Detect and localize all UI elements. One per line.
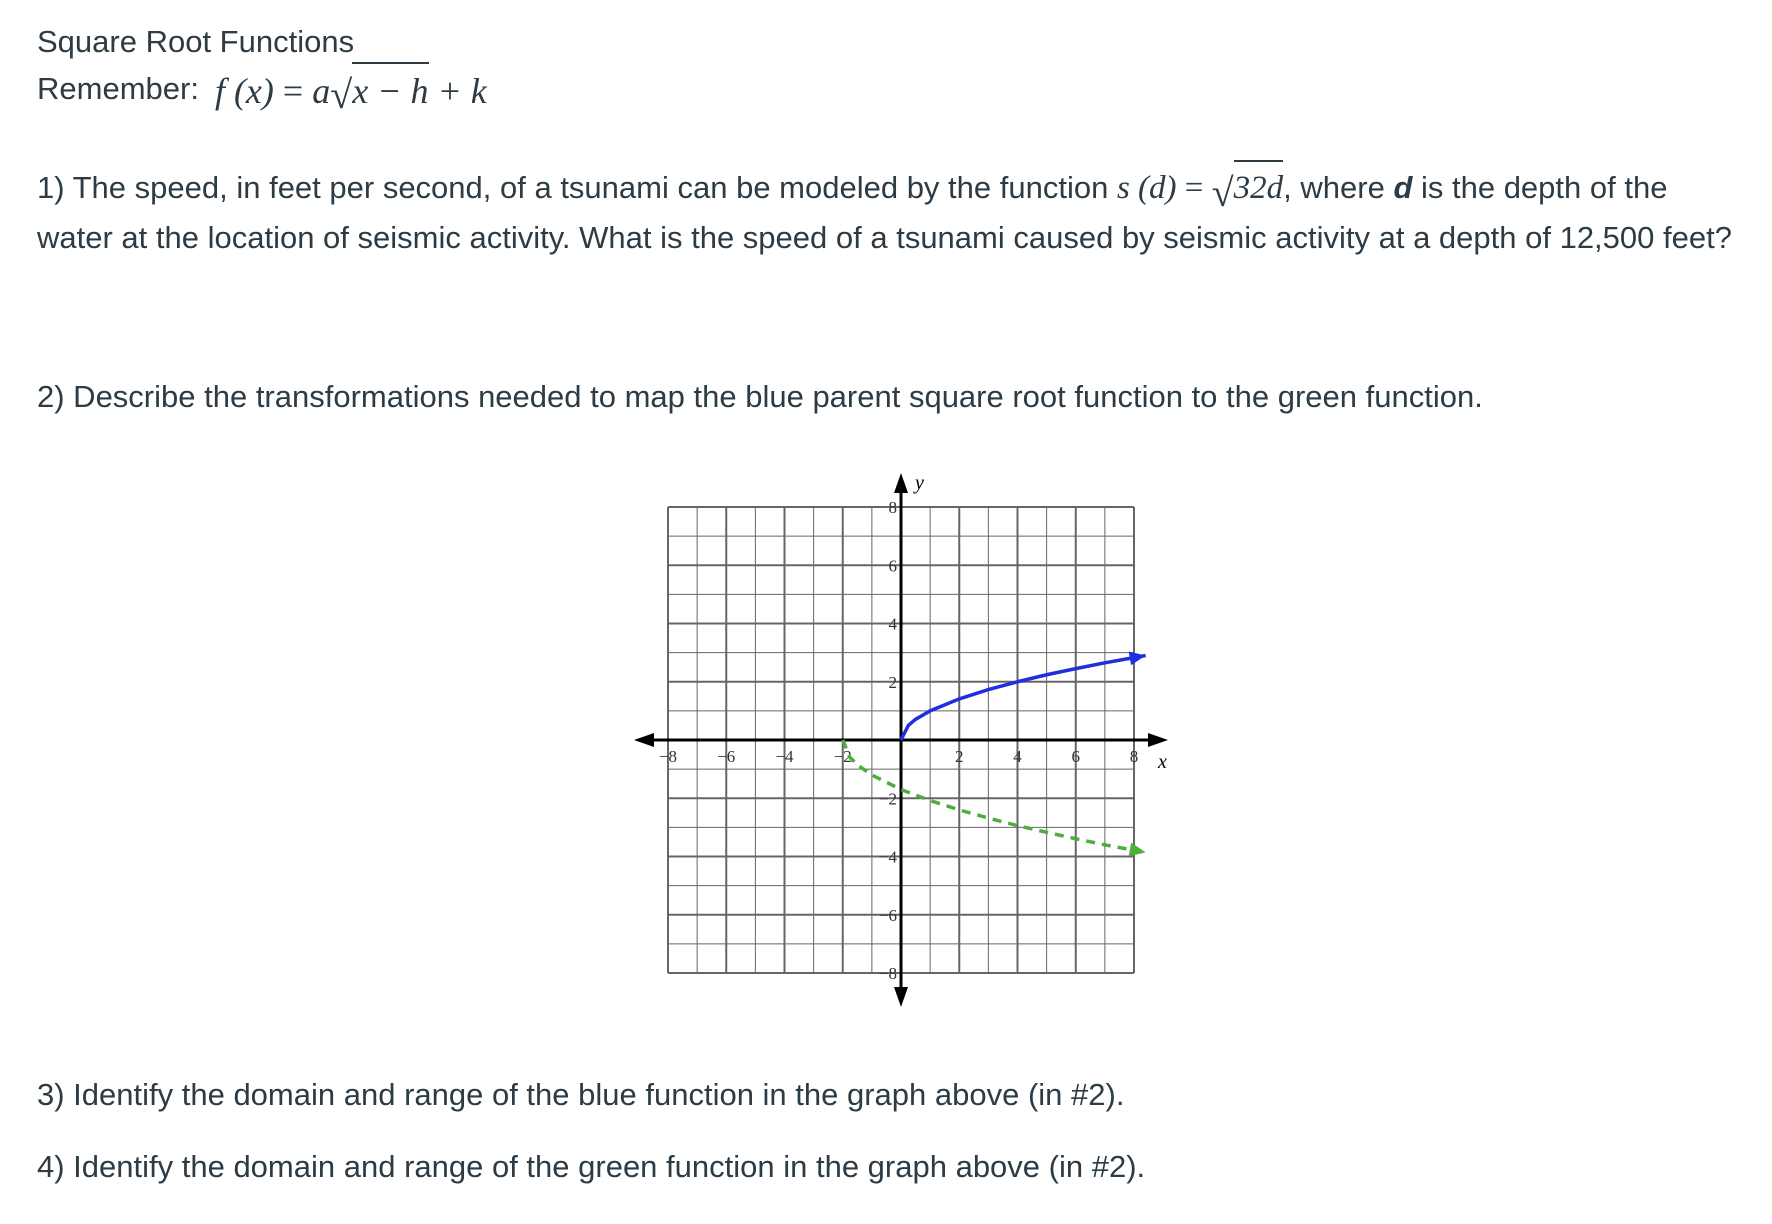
question-2: 2) Describe the transformations needed to map the blue parent square root function to the green function. — [37, 379, 1483, 414]
remember-line — [37, 62, 1747, 116]
general-formula — [215, 62, 487, 116]
x-axis-right-arrow-icon — [1148, 733, 1168, 747]
worksheet — [37, 22, 1747, 421]
series-arrow-icon-1 — [1129, 843, 1146, 857]
series-line-0 — [901, 656, 1146, 740]
y-axis-down-arrow-icon — [894, 987, 908, 1007]
x-tick-label: 4 — [1013, 747, 1022, 766]
formula-radicand: x − h — [352, 62, 428, 116]
y-tick-label: 6 — [888, 556, 897, 576]
y-axis-up-arrow-icon — [894, 473, 908, 493]
question-4: 4) Identify the domain and range of the green function in the graph above (in #2). — [37, 1149, 1146, 1184]
y-tick-label: −2 — [878, 789, 897, 809]
formula-lhs: f (x) — [214, 71, 274, 111]
y-tick-label: 8 — [888, 498, 897, 517]
q1-text-before: 1) The speed, in feet per second, of a tsunami can be modeled by the function — [37, 170, 1117, 205]
series-arrow-icon-0 — [1129, 651, 1146, 665]
q1-func-lhs: s (d) — [1116, 170, 1177, 206]
page-title: Square Root Functions — [37, 24, 355, 59]
q1-radicand: 32d — [1234, 160, 1284, 213]
y-tick-label: −6 — [878, 905, 897, 925]
y-tick-label: −8 — [878, 964, 897, 983]
x-tick-label: −4 — [775, 747, 794, 766]
x-tick-label: −2 — [833, 747, 852, 766]
formula-equals: = — [282, 71, 304, 111]
x-tick-label: −6 — [717, 747, 736, 766]
y-tick-label: −4 — [878, 847, 897, 867]
y-tick-label: 2 — [888, 672, 897, 692]
x-tick-label: 6 — [1071, 747, 1080, 766]
remember-label: Remember: — [37, 71, 199, 106]
y-tick-label: 4 — [888, 614, 897, 634]
x-tick-label: −8 — [658, 747, 678, 766]
x-tick-label: 2 — [955, 747, 964, 766]
question-1 — [37, 160, 1747, 262]
x-tick-label: 8 — [1129, 747, 1139, 766]
question-3: 3) Identify the domain and range of the blue function in the graph above (in #2). — [37, 1077, 1125, 1112]
formula-plus-k: + k — [437, 71, 487, 111]
graph-svg — [630, 465, 1180, 1025]
q1-function — [1116, 170, 1284, 215]
x-axis-left-arrow-icon — [634, 733, 654, 747]
y-axis-label: y — [915, 472, 924, 494]
radical-sign-icon: √ — [330, 72, 353, 117]
x-axis-label: x — [1158, 751, 1167, 773]
q1-sqrt — [1212, 160, 1284, 213]
q1-radical-sign-icon: √ — [1211, 170, 1234, 215]
formula-a: a — [312, 71, 331, 111]
formula-sqrt — [330, 62, 428, 116]
q1-text-after: is the depth of the water at the location of seismic activity. What is the speed of a tsunami caused by seismic activity at a depth of 12,500 feet? — [37, 170, 1732, 255]
q1-bold-var: d — [1393, 170, 1413, 205]
q1-text-mid: , where — [1283, 170, 1394, 205]
q1-func-equals: = — [1184, 170, 1204, 206]
coordinate-graph — [630, 465, 1180, 1030]
